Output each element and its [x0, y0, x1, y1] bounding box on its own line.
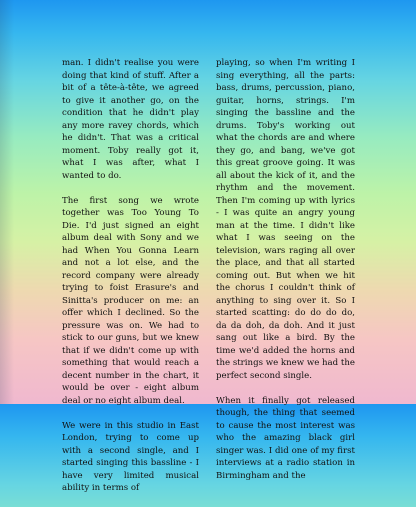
paragraph-second-single: playing, so when I'm writing I sing everything, all the parts: bass, drums, percussion, piano, guitar, horns, strings. I'm singing the bassline and the drums. Toby's working out what the chords are and where they go, and bang, we've got this great groove going. It was all about the kick of it, and the rhythm and the movement. Then I'm coming up with lyrics - I was quite an angry young man at the time. I didn't like what I was seeing on the television, wars raging all over the place, and that all started coming out. But when we hit the chorus I couldn't think of anything to sing over it. So I started scatting: do do do do, da da doh, da doh. And it just sang out like a bird. By the time we'd added the horns and the strings we knew we had the perfect second single.: [216, 58, 355, 381]
paragraph-east-london-studio: We were in this studio in East London, trying to come up with a second single, and I started singing this bassline - I have very limited musical ability in terms of: [62, 420, 199, 493]
paragraph-toby-got-it: man. I didn't realise you were doing that kind of stuff. After a bit of a tête-à-tête, we agreed to give it another go, on the condition that he didn't play any more ravey chords, which he didn't. That was a critical moment. Toby really got it, what I was after, what I wanted to do.: [62, 58, 199, 181]
right-text-column: [216, 57, 355, 495]
paragraph-first-song: The first song we wrote together was Too Young To Die. I'd just signed an eight album deal with Sony and we had When You Gonna Learn and not a lot else, and the record company were already trying to foist Erasure's and Sinitta's producer on me: an offer which I declined. So the pressure was on. We had to stick to our guns, but we knew that if we didn't come up with something that would reach a decent number in the chart, it would be over - eight album deal or no eight album deal.: [62, 195, 199, 406]
page-edge-shadow: [0, 0, 14, 404]
paragraph-release-interest: When it finally got released though, the thing that seemed to cause the most interest was who the amazing black girl singer was. I did one of my first interviews at a radio station in Birmingham and the: [216, 395, 355, 481]
left-text-column: [62, 57, 199, 507]
